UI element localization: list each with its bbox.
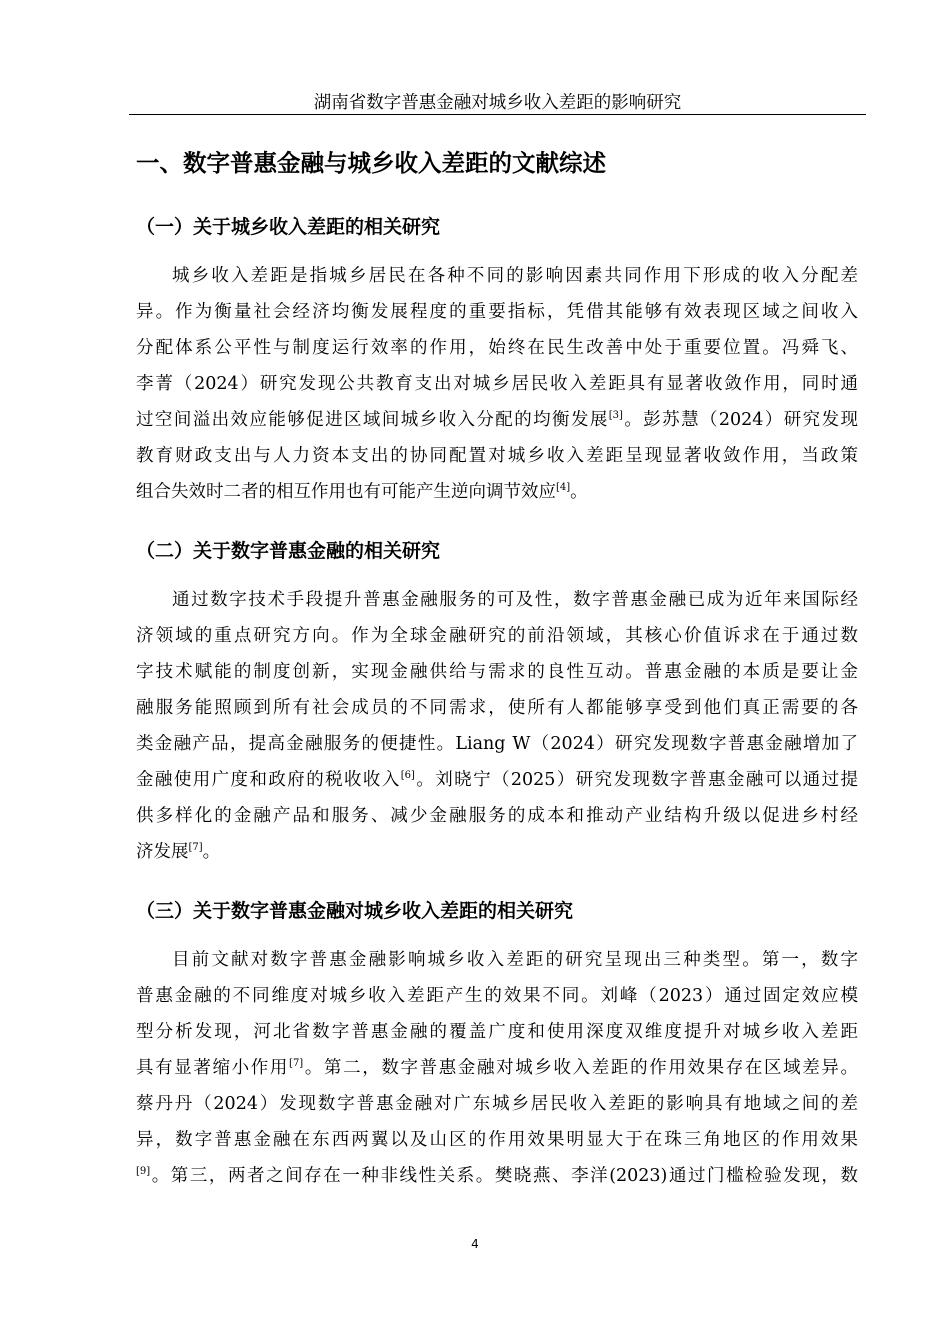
paragraph-line [136,978,858,1014]
paragraph-line [136,1158,858,1194]
paragraph-line [136,1014,858,1050]
line-text: 。 [202,842,221,862]
paragraph-line [136,618,858,654]
line-text: 具有显著缩小作用 [136,1058,290,1078]
line-text: 。第三，两者之间存在一种非线性关系。樊晓燕、李洋(2023)通过门槛检验发现，数 [150,1166,858,1186]
paragraph-line [136,1050,858,1086]
line-text: 李菁（2024）研究发现公共教育支出对城乡居民收入差距具有显著收敛作用，同时通 [136,374,858,394]
page-number: 4 [471,1237,479,1251]
section-heading-3: （三）关于数字普惠金融对城乡收入差距的相关研究 [136,900,574,922]
line-text: 分配体系公平性与制度运行效率的作用，始终在民生改善中处于重要位置。冯舜飞、 [136,338,858,358]
line-text: 蔡丹丹（2024）发现数字普惠金融对广东城乡居民收入差距的影响具有地域之间的差 [136,1094,858,1114]
line-text: 字技术赋能的制度创新，实现金融供给与需求的良性互动。普惠金融的本质是要让金 [136,662,858,682]
line-text: 通过数字技术手段提升普惠金融服务的可及性，数字普惠金融已成为近年来国际经 [172,590,858,610]
line-text: 济领域的重点研究方向。作为全球金融研究的前沿领域，其核心价值诉求在于通过数 [136,626,858,646]
paragraph-line [136,1122,858,1158]
paragraph-line [136,762,858,798]
line-text: 目前文献对数字普惠金融影响城乡收入差距的研究呈现出三种类型。第一，数字 [172,950,858,970]
line-text: 金融使用广度和政府的税收收入 [136,770,401,790]
paragraph-line [136,834,220,870]
citation-ref[interactable]: [7] [188,842,203,853]
paragraph-line [136,690,858,726]
line-text: 普惠金融的不同维度对城乡收入差距产生的效果不同。刘峰（2023）通过固定效应模 [136,986,858,1006]
line-text: 。第二，数字普惠金融对城乡收入差距的作用效果存在区域差异。 [303,1058,859,1078]
line-text: 城乡收入差距是指城乡居民在各种不同的影响因素共同作用下形成的收入分配差 [172,266,858,286]
line-text: 异。作为衡量社会经济均衡发展程度的重要指标，凭借其能够有效表现区域之间收入 [136,302,858,322]
paragraph-line [136,654,858,690]
chapter-title: 一、数字普惠金融与城乡收入差距的文献综述 [136,149,606,177]
section-heading-1: （一）关于城乡收入差距的相关研究 [136,216,441,238]
citation-ref[interactable]: [3] [608,410,623,421]
paragraph-line [136,366,858,402]
paragraph-line [136,402,858,438]
line-text: 供多样化的金融产品和服务、减少金融服务的成本和推动产业结构升级以促进乡村经 [136,806,858,826]
line-text: 组合失效时二者的相互作用也有可能产生逆向调节效应 [136,482,556,502]
citation-ref[interactable]: [4] [556,482,571,493]
paragraph-line [172,942,858,978]
paragraph-line [136,726,858,762]
paragraph-line [172,582,858,618]
running-header: 湖南省数字普惠金融对城乡收入差距的影响研究 [313,93,682,113]
line-text: 济发展 [136,842,189,862]
paragraph-line [136,330,858,366]
line-text: 融服务能照顾到所有社会成员的不同需求，使所有人都能够享受到他们真正需要的各 [136,698,858,718]
paragraph-line [136,474,588,510]
line-text: 。 [570,482,588,502]
citation-ref[interactable]: [9] [136,1166,151,1177]
paragraph-line [172,258,858,294]
line-text: 。刘晓宁（2025）研究发现数字普惠金融可以通过提 [414,770,858,790]
paragraph-line [136,294,858,330]
line-text: 型分析发现，河北省数字普惠金融的覆盖广度和使用深度双维度提升对城乡收入差距 [136,1022,858,1042]
line-text: 异，数字普惠金融在东西两翼以及山区的作用效果明显大于在珠三角地区的作用效果 [136,1130,858,1150]
citation-ref[interactable]: [6] [400,770,415,781]
paragraph-line [136,1086,858,1122]
line-text: 类金融产品，提高金融服务的便捷性。Liang W（2024）研究发现数字普惠金融增加了 [136,734,858,754]
header-rule [129,114,866,115]
section-heading-2: （二）关于数字普惠金融的相关研究 [136,540,441,562]
line-text: 教育财政支出与人力资本支出的协同配置对城乡收入差距呈现显著收敛作用，当政策 [136,446,858,466]
line-text: 。彭苏慧（2024）研究发现 [622,410,858,430]
paragraph-line [136,438,858,474]
paragraph-line [136,798,858,834]
citation-ref[interactable]: [7] [289,1058,304,1069]
line-text: 过空间溢出效应能够促进区域间城乡收入分配的均衡发展 [136,410,609,430]
